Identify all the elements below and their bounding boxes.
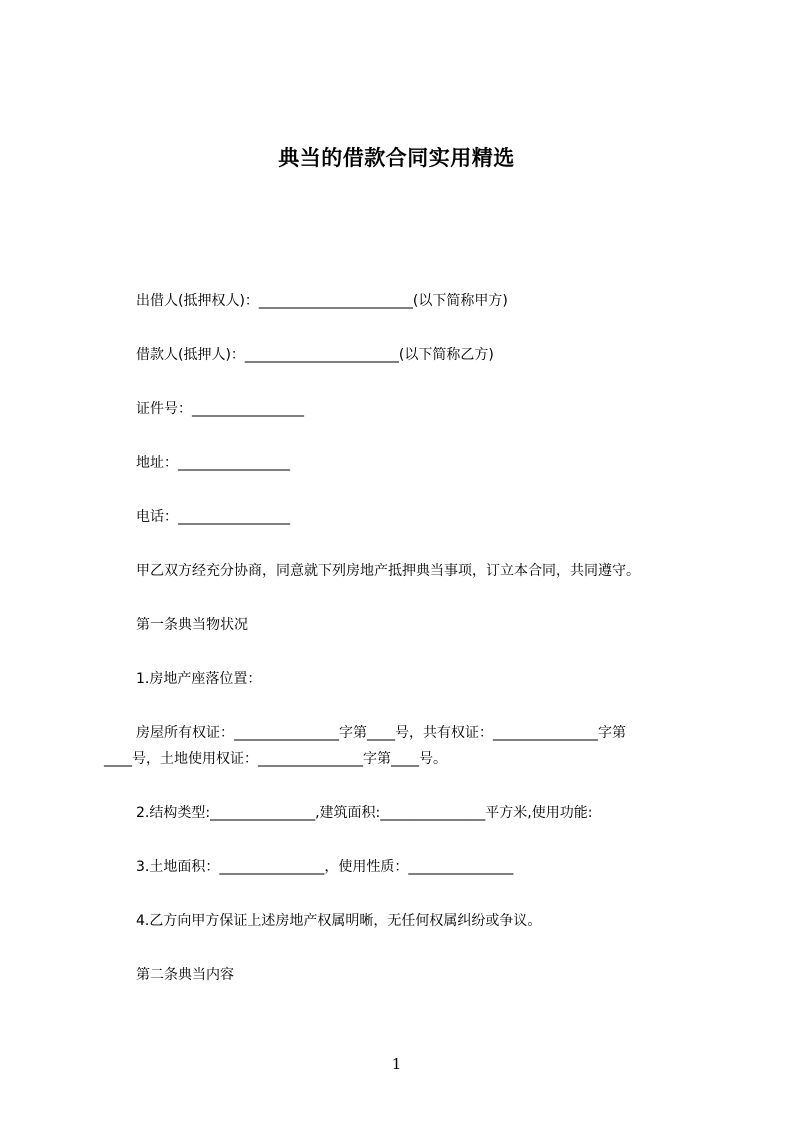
clause-1-location: 1.房地产座落位置： <box>136 671 262 687</box>
article-two-heading: 第二条典当内容 <box>136 967 234 983</box>
clause-certificates-line-2: ____号，土地使用权证：_______________字第____号。 <box>104 751 447 767</box>
id-number-line: 证件号：________________ <box>136 401 304 417</box>
clause-4-guarantee: 4.乙方向甲方保证上述房地产权属明晰，无任何权属纠纷或争议。 <box>136 913 542 929</box>
borrower-line: 借款人(抵押人)：______________________(以下简称乙方) <box>136 347 494 363</box>
clause-certificates-line-1: 房屋所有权证：_______________字第____号，共有权证：_______________字第 <box>136 725 626 741</box>
lender-line: 出借人(抵押权人)：______________________(以下简称甲方) <box>136 293 508 309</box>
page-number: 1 <box>391 1055 402 1073</box>
phone-line: 电话：________________ <box>136 509 290 525</box>
article-one-heading: 第一条典当物状况 <box>136 617 248 633</box>
address-line: 地址：________________ <box>136 455 290 471</box>
clause-2-structure: 2.结构类型:_______________,建筑面积:_______________平方米,使用功能: <box>136 805 593 821</box>
document-title: 典当的借款合同实用精选 <box>278 146 515 170</box>
clause-3-land-area: 3.土地面积：_______________，使用性质：_______________ <box>136 859 514 875</box>
agreement-paragraph: 甲乙双方经充分协商，同意就下列房地产抵押典当事项，订立本合同，共同遵守。 <box>136 563 640 579</box>
